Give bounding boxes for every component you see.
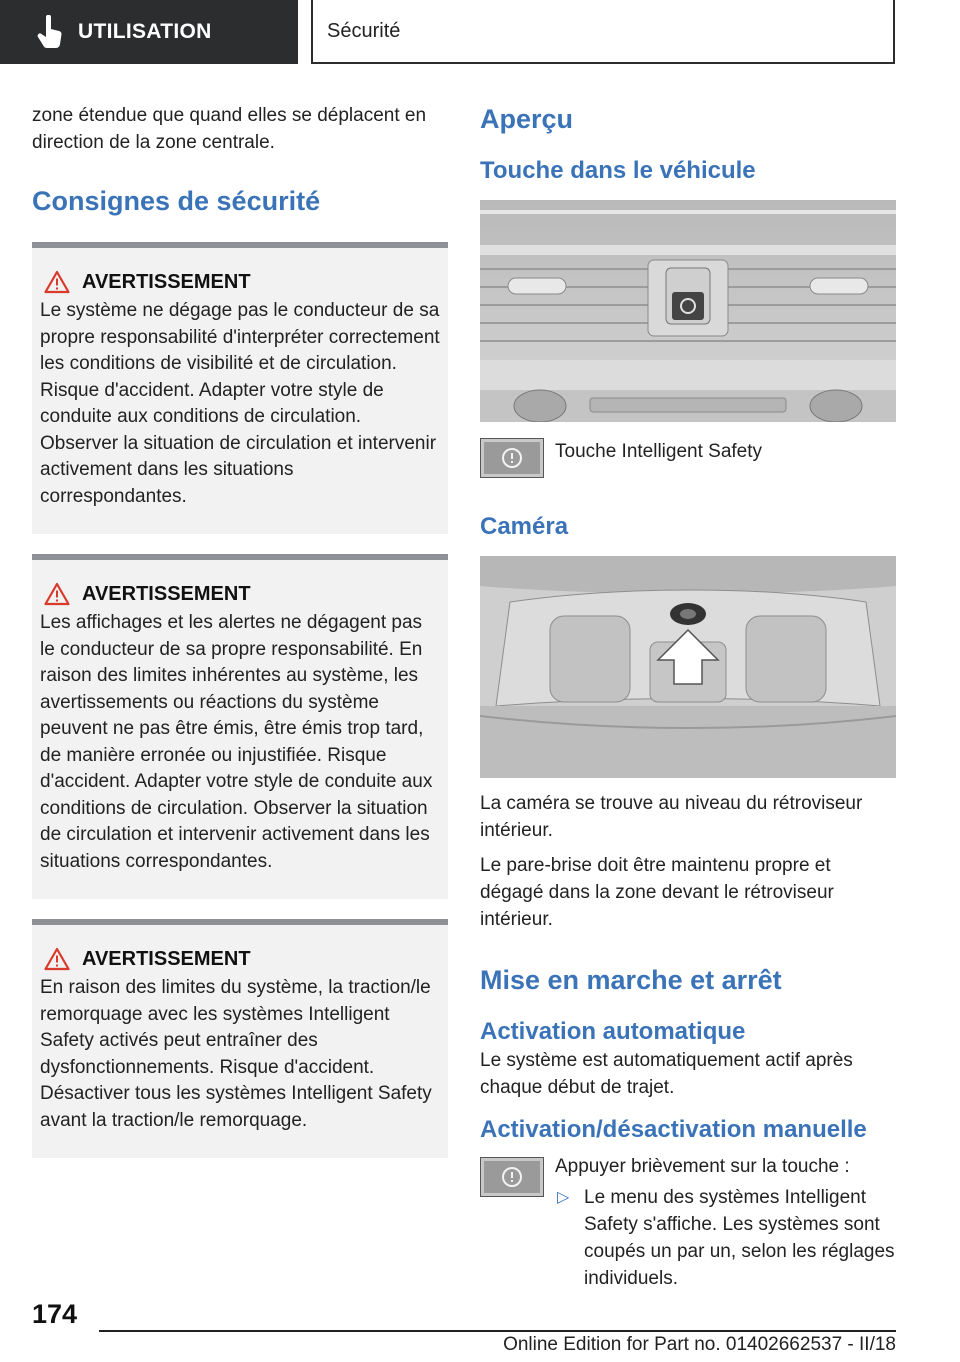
auto-activation-text: Le système est automatiquement actif après chaque début de trajet. <box>480 1050 853 1098</box>
camera-paragraph-2: Le pare-brise doit être maintenu propre et dégagé dans la zone devant le rétroviseur intérieur. <box>480 855 834 930</box>
intelligent-safety-button-icon <box>480 1157 544 1197</box>
warning-text: Le système ne dégage pas le conducteur de sa propre responsabilité d'interpréter correctement les conditions de visibilité et de circulation. Risque d'accident. Adapter votre style de conduite aux conditions de circulation. Observer la situation de circulation et intervenir activement dans les situations correspondantes. <box>40 300 440 507</box>
overview-heading: Aperçu <box>480 104 574 134</box>
camera-heading: Caméra <box>480 513 569 540</box>
warning-triangle-icon <box>44 947 70 971</box>
intelligent-safety-button-icon <box>480 438 544 478</box>
dashboard-button-photo <box>480 200 896 422</box>
warning-triangle-icon <box>44 270 70 294</box>
footer-divider <box>99 1330 896 1332</box>
warning-title: AVERTISSEMENT <box>82 582 251 605</box>
right-column <box>480 102 896 1292</box>
warning-title: AVERTISSEMENT <box>82 270 251 293</box>
safety-heading: Consignes de sécurité <box>32 186 321 216</box>
bullet-triangle-icon: ▷ <box>557 1189 570 1206</box>
page-number: 174 <box>32 1299 78 1329</box>
section-title: Sécurité <box>311 0 895 64</box>
warning-title: AVERTISSEMENT <box>82 947 251 970</box>
chapter-title: UTILISATION <box>78 20 212 43</box>
on-off-heading: Mise en marche et arrêt <box>480 965 782 995</box>
warning-triangle-icon <box>44 582 70 606</box>
manual-activation-text: Appuyer brièvement sur la touche : <box>555 1156 850 1177</box>
warning-text: En raison des limites du système, la traction/le remorquage avec les systèmes Intelligent Safety activés peut entraîner des dysfonctionnements. Risque d'accident. Désactiver tous les systèmes Intelligent Safety avant la traction/le remorquage. <box>40 977 432 1131</box>
button-caption: Touche Intelligent Safety <box>555 441 763 462</box>
bullet-text: Le menu des systèmes Intelligent Safety s'affiche. Les systèmes sont coupés un par un, selon les réglages individuels. <box>584 1187 895 1289</box>
camera-location-photo <box>480 556 896 778</box>
chapter-tab <box>0 0 298 64</box>
hand-pointer-icon <box>36 15 64 49</box>
warning-text: Les affichages et les alertes ne dégagent pas le conducteur de sa propre responsabilité. En raison des limites inhérentes au système, les avertissements ou réactions du système peuvent ne pas être émis, être émis trop tard, de manière erronée ou injustifiée. Risque d'accident. Adapter votre style de conduite aux conditions de circulation. Observer la situation de circulation et intervenir activement dans les situations correspondantes. <box>40 612 433 872</box>
warning-box <box>32 919 448 1158</box>
intro-paragraph: zone étendue que quand elles se déplacent en direction de la zone centrale. <box>32 105 427 153</box>
manual-activation-heading: Activation/désactivation manuelle <box>480 1116 867 1143</box>
auto-activation-heading: Activation automatique <box>480 1018 746 1045</box>
warning-box <box>32 554 448 899</box>
left-column <box>32 102 448 1158</box>
list-item <box>555 1184 896 1292</box>
camera-paragraph-1: La caméra se trouve au niveau du rétroviseur intérieur. <box>480 793 863 841</box>
button-heading: Touche dans le véhicule <box>480 157 756 184</box>
warning-box <box>32 242 448 534</box>
edition-footer: Online Edition for Part no. 01402662537 - II/18 <box>503 1334 896 1355</box>
